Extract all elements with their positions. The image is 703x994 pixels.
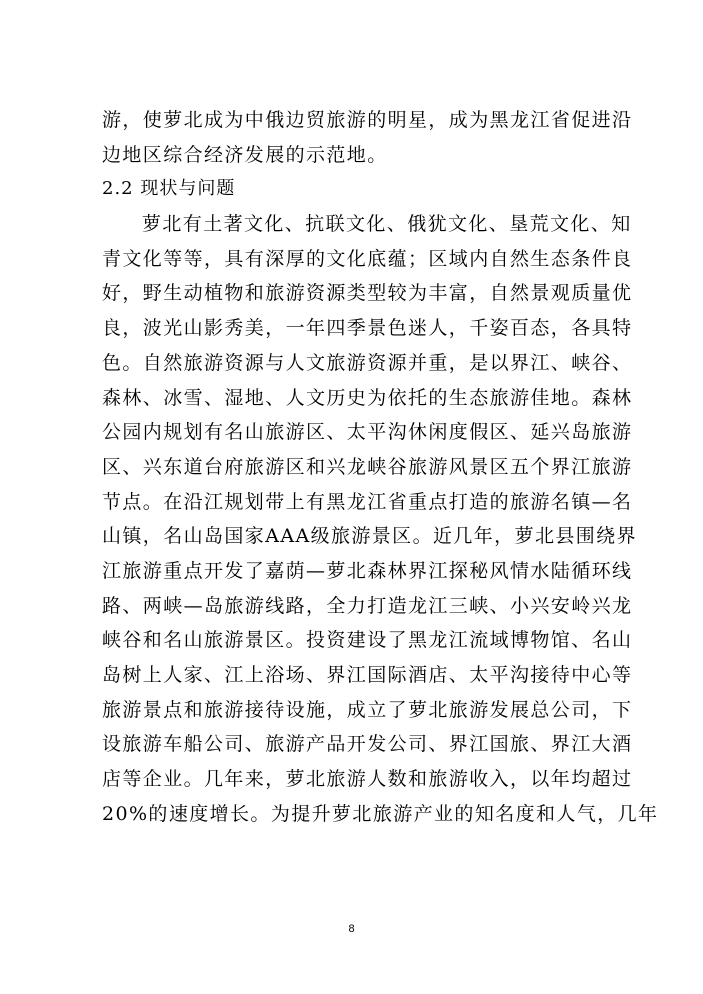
text-line: 色。自然旅游资源与人文旅游资源并重，是以界江、峡谷、 [102,351,633,374]
text-line: 萝北有土著文化、抗联文化、俄犹文化、垦荒文化、知 [142,213,632,236]
text-line: 岛树上人家、江上浴场、界江国际酒店、太平沟接待中心等 [102,664,633,686]
text-line: 青文化等等，具有深厚的文化底蕴；区域内自然生态条件良 [102,247,633,270]
page-number: 8 [348,923,355,935]
text-line: 旅游景点和旅游接待设施，成立了萝北旅游发展总公司，下 [102,698,633,721]
text-line: 游，使萝北成为中俄边贸旅游的明星，成为黑龙江省促进沿 [102,109,633,131]
text-line: 区、兴东道台府旅游区和兴龙峡谷旅游风景区五个界江旅游 [102,455,633,478]
text-line: 公园内规划有名山旅游区、太平沟休闲度假区、延兴岛旅游 [102,421,633,444]
text-line: 好，野生动植物和旅游资源类型较为丰富，自然景观质量优 [102,282,633,305]
text-line: 20%的速度增长。为提升萝北旅游产业的知名度和人气，几年 [102,802,659,825]
text-line: 店等企业。几年来，萝北旅游人数和旅游收入，以年均超过 [102,768,633,791]
section-heading: 2.2 现状与问题 [102,178,236,200]
text-line: 森林、冰雪、湿地、人文历史为依托的生态旅游佳地。森林 [102,386,633,409]
text-line: 节点。在沿江规划带上有黑龙江省重点打造的旅游名镇—名 [102,490,633,513]
text-line: 边地区综合经济发展的示范地。 [102,143,388,166]
text-line: 良，波光山影秀美，一年四季景色迷人，千姿百态，各具特 [102,317,633,340]
text-line: 路、两峡—岛旅游线路，全力打造龙江三峡、小兴安岭兴龙 [102,594,633,617]
text-line: 江旅游重点开发了嘉荫—萝北森林界江探秘风情水陆循环线 [102,559,633,582]
text-line: 山镇，名山岛国家AAA级旅游景区。近几年，萝北县围绕界 [102,525,637,548]
text-line: 设旅游车船公司、旅游产品开发公司、界江国旅、界江大酒 [102,733,633,756]
text-line: 峡谷和名山旅游景区。投资建设了黑龙江流域博物馆、名山 [102,629,633,652]
body-text [102,103,659,831]
